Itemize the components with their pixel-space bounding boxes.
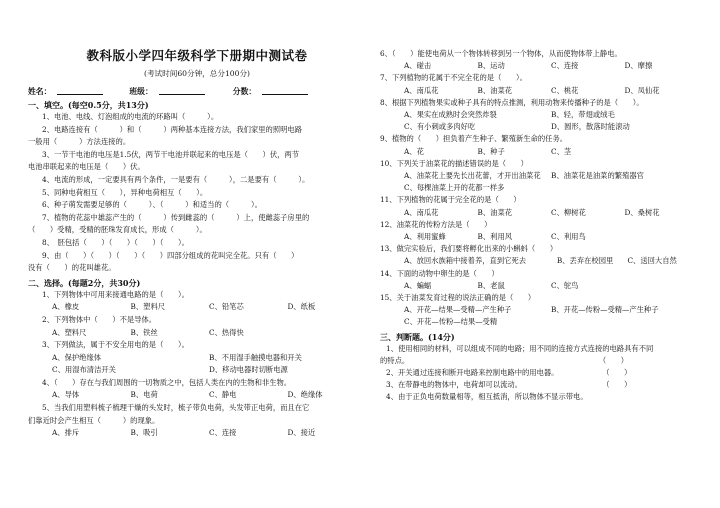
option: D、绝缘体 [287, 390, 323, 400]
class-label: 班级： [129, 87, 153, 96]
option: C、有小刺或多肉好吃 [404, 122, 476, 132]
question-line: 9、由（ ）（ ）（ ）（ ）四部分组成的花叫完全花。只有（ ） [42, 250, 299, 260]
question-line: 8、 胚包括（ ）（ ）（ ）（ ）。 [42, 237, 189, 247]
option: C、开花—传粉—结果—受精 [404, 317, 498, 327]
name-label: 姓名： [28, 87, 52, 96]
answer-options [28, 301, 366, 314]
question-line: 10、下列关于油菜花的描述错误的是（ ） [380, 158, 528, 168]
question-line: 2、下列物体中（ ）不是导体。 [42, 314, 157, 324]
option: B、轻，带翅或绒毛 [551, 110, 615, 120]
question-line: 2、开关通过连接和断开电路来控制电路中的用电器。 （ ） [386, 368, 632, 378]
question-line: 13、做完实验后，我们要将孵化出来的小蝌蚪（ ） [380, 244, 558, 254]
answer-options [380, 231, 698, 243]
question-line: 12、油菜花的传粉方法是（ ） [380, 219, 492, 229]
option: B、种子 [477, 146, 505, 156]
option: D、凤仙花 [624, 85, 660, 95]
option: A、油菜花上要先长出花蕾，才开出油菜花 [404, 171, 541, 181]
option: C、连接 [209, 428, 237, 438]
answer-options [380, 316, 698, 328]
option: A、放回水族箱中接着养，直到它死去 [404, 256, 527, 266]
question-line: 的特点。 （ ） [380, 355, 629, 365]
answer-options [380, 146, 698, 158]
answer-options [28, 352, 366, 365]
option: B、油菜花 [477, 207, 513, 217]
question-line: 4、由于正负电荷数量相等，相互抵消，所以物体不显示带电。 [386, 392, 588, 402]
answer-options [380, 109, 698, 121]
option: B、吸引 [130, 428, 158, 438]
score-blank[interactable] [262, 86, 308, 95]
question-line: 6、（ ）能使电荷从一个物体转移到另一个物体，从而使物体带上静电。 [380, 49, 622, 58]
option: A、蝙蝠 [404, 280, 432, 290]
section-choice-heading: 二、选择。(每题2分，共30分) [28, 277, 141, 288]
section-judge-heading: 三、判断题。(14分) [380, 331, 455, 342]
option: D、摩擦 [624, 61, 653, 71]
option: A、南瓜花 [404, 207, 439, 217]
option: A、南瓜花 [404, 85, 439, 95]
answer-options [28, 427, 366, 440]
name-blank[interactable] [57, 86, 103, 95]
right-column [380, 48, 698, 404]
option: A、保护绝缘体 [52, 352, 102, 362]
option: C、送回大自然 [627, 256, 677, 266]
question-line: 8、根据下列植物果实或种子具有的特点推测，利用动物来传播种子的是（ ）。 [380, 97, 644, 107]
option: A、花 [404, 146, 424, 156]
question-line: 电池串联起来的电压是（ ）伏。 [28, 162, 145, 172]
question-line: 14、下面的动物中卵生的是（ ） [380, 268, 499, 278]
answer-options [380, 255, 698, 267]
question-line: 3、下列做法，属于不安全用电的是（ ）。 [42, 340, 189, 350]
exam-subtitle: (考试时间60分钟，总分100分) [143, 69, 251, 78]
option: B、不用湿手触摸电器和开关 [209, 352, 302, 362]
option: C、用湿布清洁开关 [52, 365, 116, 375]
option: A、开花—结果—受精—产生种子 [404, 305, 512, 315]
question-line: 3、一节干电池的电压是1.5伏，两节干电池并联起来的电压是（ ）伏，两节 [42, 149, 300, 159]
answer-options [28, 327, 366, 340]
question-line: 3、在带静电的物体中，电荷却可以流动。 （ ） [386, 380, 632, 390]
question-line: 1、下列物体中可用来接通电路的是（ ）。 [42, 289, 189, 299]
answer-options [380, 182, 698, 194]
option: D、桑树花 [624, 207, 660, 217]
answer-options [380, 121, 698, 133]
option: A、碰击 [404, 61, 432, 71]
option: A、橡皮 [52, 302, 80, 312]
score-label: 分数： [232, 87, 257, 96]
class-blank[interactable] [159, 86, 205, 95]
option: C、热得快 [209, 327, 244, 337]
question-line: 5、同种电荷相互（ ），异种电荷相互（ ）。 [42, 187, 208, 197]
answer-options [380, 304, 698, 316]
section-fill-blank-heading: 一、填空。(每空0.5分，共13分) [28, 100, 149, 110]
option: B、开花—传粉—受精—产生种子 [551, 305, 659, 315]
option: C、柳树花 [551, 207, 586, 217]
question-line: 没有（ ）的花叫雄花。 [28, 263, 116, 273]
question-line: （ ）受精，受精的胚珠发育成长，形成（ ）。 [28, 225, 207, 235]
question-line: 2、电路连接有（ ）和（ ）两种基本连接方法，我们家里的照明电路 [42, 124, 303, 134]
option: A、排斥 [52, 428, 80, 438]
option: B、油菜花是油菜的繁殖器官 [551, 171, 644, 181]
answer-options [380, 280, 698, 292]
question-line: 9、植物的（ ）担负着产生种子、繁殖新生命的任务。 [380, 134, 568, 144]
option: C、铅笔芯 [209, 302, 244, 312]
question-line: 15、关于油菜发育过程的说法正确的是（ ） [380, 293, 536, 303]
option: A、导体 [52, 390, 80, 400]
question-line: 们靠近时会产生相互（ ）的现象。 [28, 415, 160, 425]
question-line: 4、电流的形成，一定要具有两个条件，一是要有（ ），二是要有（ ）。 [42, 174, 310, 184]
option: C、鸵鸟 [551, 280, 579, 290]
answer-options [380, 85, 698, 97]
option: B、利用风 [477, 232, 513, 242]
left-column [28, 0, 366, 440]
option: C、静电 [209, 390, 237, 400]
option: D、纸板 [287, 302, 316, 312]
question-line: 1、电池、电线、灯泡组成的电流的环路叫（ ）。 [42, 112, 219, 121]
question-line: 一般用（ ）方法连接的。 [28, 137, 131, 147]
option: C、连接 [551, 61, 579, 71]
option: D、圆形，散落时能滚动 [551, 122, 630, 132]
answer-options [380, 170, 698, 182]
question-line: 1、使用相同的材料，可以组成不同的电路；用不同的连接方式连接的电路具有不同 [386, 343, 654, 353]
question-line: 6、种子萌发需要足够的（ ）、（ ）和适当的（ ）。 [42, 200, 262, 210]
question-line: 11、下列植物的花属于完全花的是（ ） [380, 195, 521, 205]
option: A、利用蜜蜂 [404, 232, 446, 242]
student-info-row [28, 86, 366, 97]
question-line: 7、植物的花蕊中雄蕊产生的（ ）传到雌蕊的（ ）上，使雌蕊子房里的 [42, 212, 310, 222]
option: C、茎 [551, 146, 572, 156]
option: B、运动 [477, 61, 505, 71]
option: B、老鼠 [477, 280, 505, 290]
exam-title: 教科版小学四年级科学下册期中测试卷 [86, 48, 308, 63]
answer-options [28, 364, 366, 377]
answer-options [380, 207, 698, 219]
option: B、电荷 [130, 390, 158, 400]
option: D、移动电器时切断电源 [209, 365, 288, 375]
option: C、桃花 [551, 85, 579, 95]
option: C、利用鸟 [551, 232, 586, 242]
option: B、塑料尺 [130, 302, 166, 312]
option: A、果实在成熟时会突然炸裂 [404, 110, 497, 120]
option: C、每棵油菜上开的花都一样多 [404, 183, 505, 193]
question-line: 4、（ ）存在与我们周围的一切物质之中，包括人类在内的生物和非生物。 [42, 377, 292, 387]
answer-options [28, 389, 366, 402]
option: B、铁丝 [130, 327, 158, 337]
option: B、丢弃在校园里 [556, 256, 614, 266]
option: B、油菜花 [477, 85, 513, 95]
option: D、接近 [287, 428, 316, 438]
option: A、塑料尺 [52, 327, 87, 337]
question-line: 7、下列植物的花属于不完全花的是（ ）。 [380, 73, 527, 83]
answer-options [380, 60, 698, 72]
question-line: 5、当我们用塑料梳子梳理干燥的头发时，梳子带负电荷，头发带正电荷，而且在它 [42, 403, 310, 413]
